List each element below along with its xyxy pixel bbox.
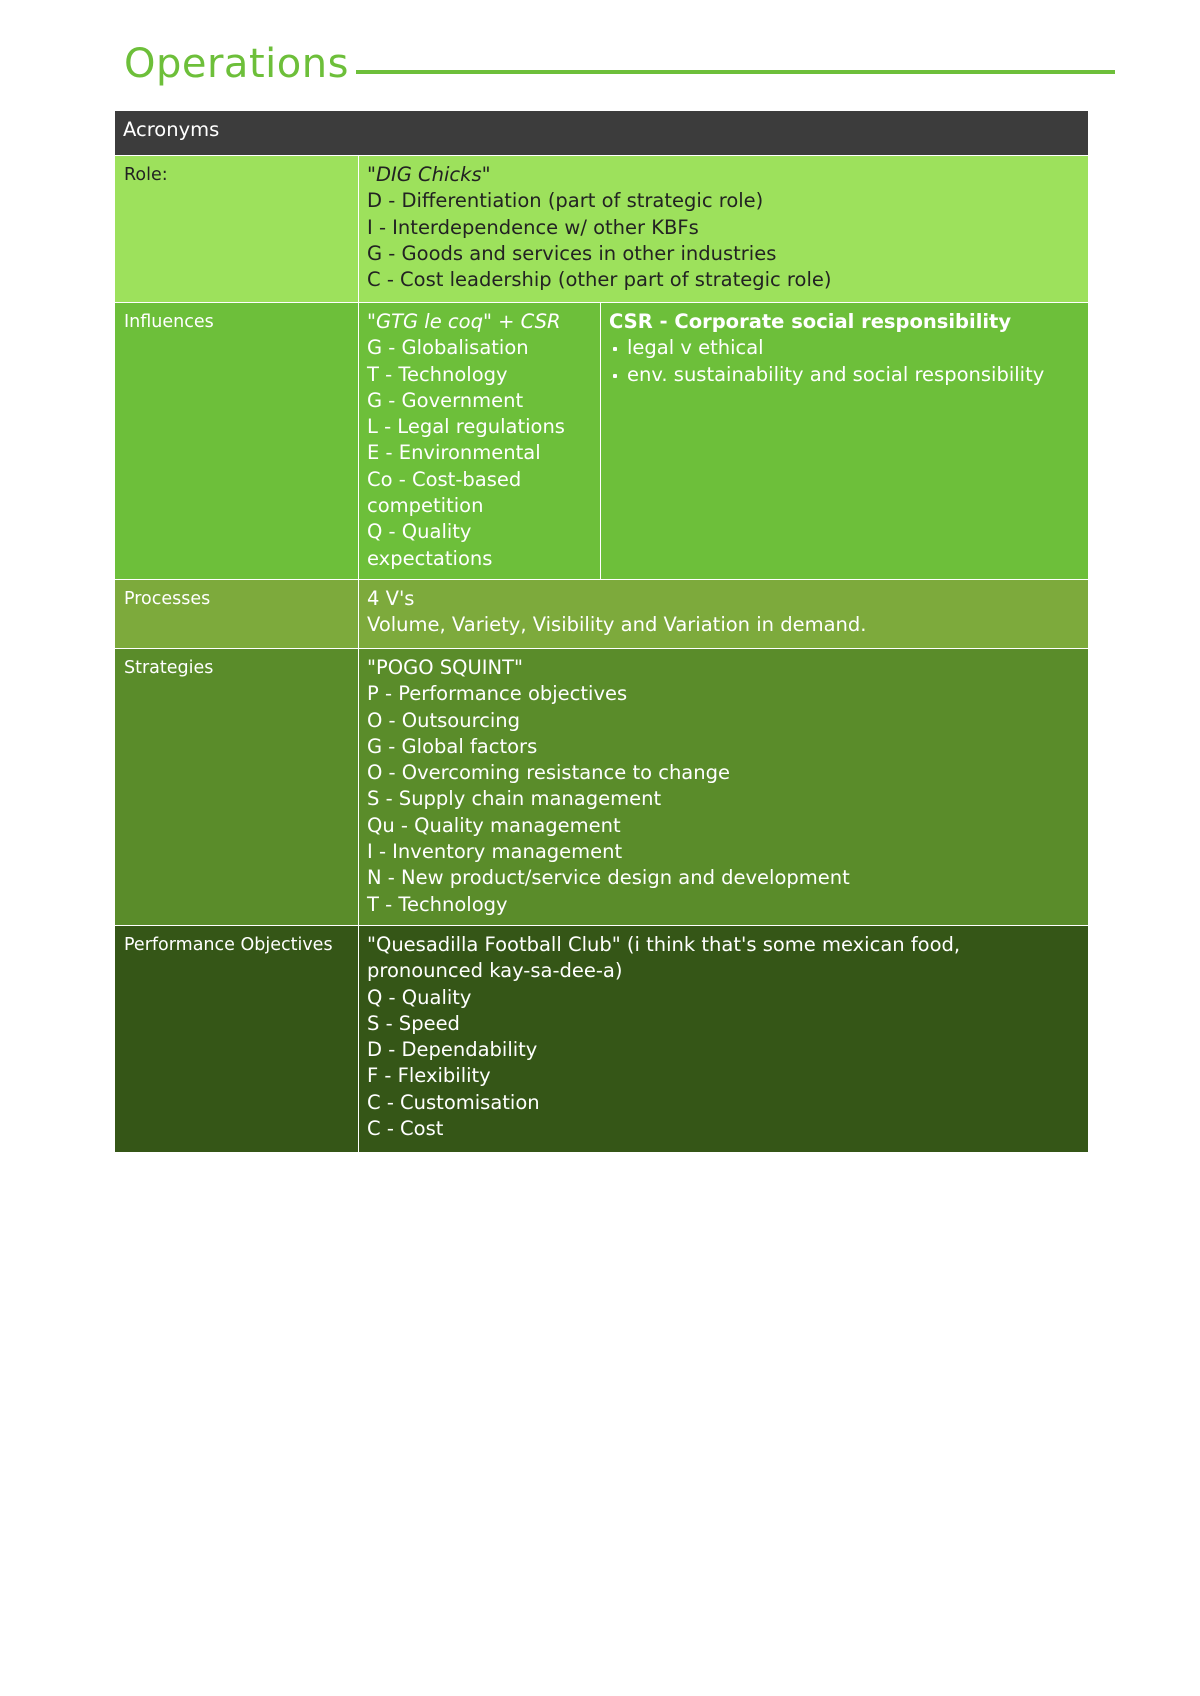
row-label-processes: Processes — [115, 580, 359, 649]
list-item: O - Overcoming resistance to change — [367, 761, 730, 785]
list-item: I - Inventory management — [367, 840, 623, 864]
row-content-processes — [359, 580, 1089, 649]
list-item: D - Differentiation (part of strategic role) — [367, 189, 764, 213]
row-label-strategies: Strategies — [115, 649, 359, 926]
list-item: Qu - Quality management — [367, 813, 621, 837]
mnemonic-strategies: "POGO SQUINT" — [367, 656, 523, 679]
table-header-row — [115, 111, 1089, 156]
row-content-role — [359, 156, 1089, 303]
list-item: F - Flexibility — [367, 1064, 491, 1088]
list-item: T - Technology — [367, 362, 508, 386]
list-item: E - Environmental — [367, 441, 541, 465]
row-label-influences: Influences — [115, 303, 359, 580]
list-item: G - Goods and services in other industries — [367, 241, 777, 265]
list-item: O - Outsourcing — [367, 708, 521, 732]
list-item: Volume, Variety, Visibility and Variation in demand. — [367, 613, 867, 637]
list-item: G - Government — [367, 388, 524, 412]
acronyms-table — [114, 110, 1089, 1153]
page-title: Operations — [124, 41, 349, 87]
list-item: G - Global factors — [367, 734, 538, 758]
csr-bullet-list — [609, 335, 1080, 388]
list-item: I - Interdependence w/ other KBFs — [367, 215, 699, 239]
title-rule — [356, 70, 1115, 74]
mnemonic-processes: 4 V's — [367, 587, 415, 610]
table-row-strategies — [115, 649, 1089, 926]
mnemonic-performance: "Quesadilla Football Club" (i think that's some mexican food, pronounced kay-sa-dee-a) — [367, 933, 961, 983]
list-item: C - Customisation — [367, 1090, 540, 1114]
table-row-performance-objectives — [115, 926, 1089, 1153]
row-content-influences — [359, 303, 601, 580]
row-label-role: Role: — [115, 156, 359, 303]
list-item: D - Dependability — [367, 1038, 538, 1062]
list-item: Q - Quality — [367, 985, 472, 1009]
mnemonic-influences: "GTG le coq" + CSR — [367, 310, 561, 333]
list-item: P - Performance objectives — [367, 682, 628, 706]
list-item: L - Legal regulations — [367, 415, 565, 439]
list-item: G - Globalisation — [367, 336, 529, 360]
row-content-strategies — [359, 649, 1089, 926]
table-row-processes — [115, 580, 1089, 649]
list-item: S - Supply chain management — [367, 787, 662, 811]
csr-heading: CSR - Corporate social responsibility — [609, 310, 1012, 333]
csr-cell — [601, 303, 1089, 580]
table-row-role — [115, 156, 1089, 303]
row-label-performance-objectives: Performance Objectives — [115, 926, 359, 1153]
list-item: C - Cost — [367, 1117, 444, 1141]
list-item: legal v ethical — [627, 335, 1080, 361]
list-item: Co - Cost-based competition — [367, 467, 522, 518]
list-item: S - Speed — [367, 1011, 460, 1035]
table-header: Acronyms — [115, 111, 1089, 156]
row-content-performance-objectives — [359, 926, 1089, 1153]
list-item: C - Cost leadership (other part of strategic role) — [367, 268, 832, 292]
list-item: T - Technology — [367, 892, 508, 916]
list-item: N - New product/service design and development — [367, 866, 850, 890]
list-item: env. sustainability and social responsibility — [627, 362, 1080, 388]
mnemonic-role: "DIG Chicks" — [367, 163, 491, 186]
table-row-influences — [115, 303, 1089, 580]
list-item: Q - Quality expectations — [367, 520, 493, 570]
